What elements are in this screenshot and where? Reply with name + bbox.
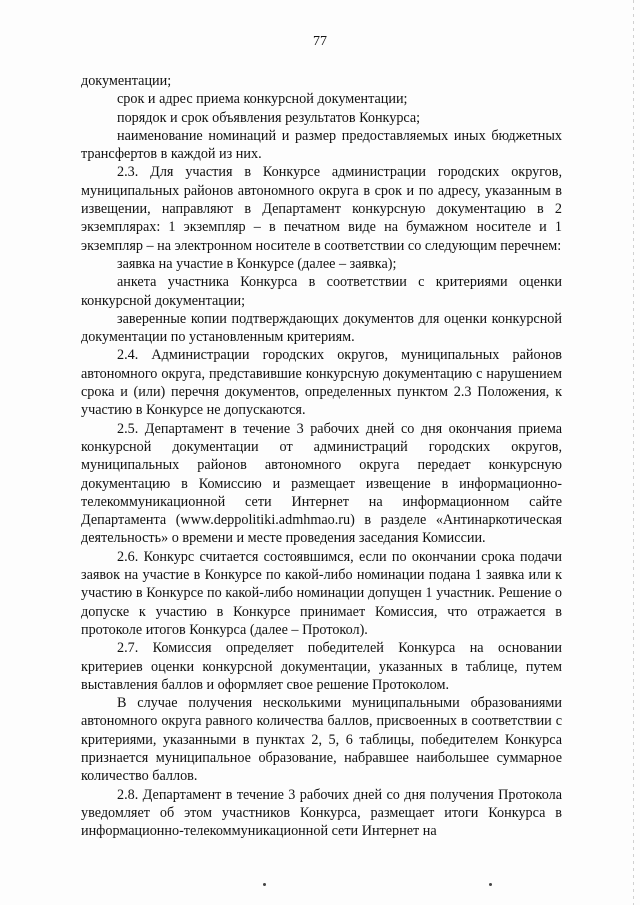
scan-speck: [263, 883, 266, 886]
paragraph: 2.8. Департамент в течение 3 рабочих дней со дня получения Протокола уведомляет об этом участников Конкурса, размещает итоги Конкурса в информационно-телекоммуникационной сети Интернет на: [81, 786, 562, 840]
paragraph: В случае получения несколькими муниципальными образованиями автономного округа равного количества баллов, присвоенных в соответствии с критериями, указанными в пунктах 2, 5, 6 таблицы, победителем Конкурса признается муниципальное образование, набравшее наибольшее суммарное количество баллов.: [81, 695, 562, 785]
paragraph: 2.7. Комиссия определяет победителей Конкурса на основании критериев оценки конкурсной документации, указанных в таблице, путем выставления баллов и оформляет свое решение Протоколом.: [81, 640, 562, 693]
paragraph: 2.6. Конкурс считается состоявшимся, если по окончании срока подачи заявок на участие в Конкурсе по какой-либо номинации подана 1 заявка или к участию в Конкурсе по какой-либо номинации допущен 1 участник. Решение о допуске к участию в Конкурсе принимает Комиссия, что отражается в протоколе итогов Конкурса (далее – Протокол).: [81, 548, 562, 638]
page-number: 77: [313, 34, 327, 49]
scan-speck: [489, 883, 492, 886]
paragraph: наименование номинаций и размер предоставляемых иных бюджетных трансфертов в каждой из них.: [81, 127, 562, 163]
paragraph: анкета участника Конкурса в соответствии с критериями оценки конкурсной документации;: [81, 274, 562, 309]
paragraph: порядок и срок объявления результатов Конкурса;: [117, 109, 421, 126]
paragraph: документации;: [81, 73, 172, 89]
paragraph: срок и адрес приема конкурсной документации;: [117, 91, 408, 108]
paragraph: заверенные копии подтверждающих документов для оценки конкурсной документации по установленным критериям.: [81, 310, 562, 346]
document-body: [81, 72, 562, 840]
paragraph: заявка на участие в Конкурсе (далее – заявка);: [117, 255, 397, 272]
page-edge-line: [633, 0, 634, 905]
paragraph: 2.3. Для участия в Конкурсе администрации городских округов, муниципальных районов автономного округа в срок и по адресу, указанным в извещении, направляют в Департамент конкурсную документацию в 2 экземплярах: 1 экземпляр – в печатном виде на бумажном носителе и 1 экземпляр – на электронном носителе в соответствии со следующим перечнем:: [81, 164, 562, 254]
paragraph: 2.4. Администрации городских округов, муниципальных районов автономного округа, представившие конкурсную документацию с нарушением срока и (или) перечня документов, определенных пунктом 2.3 Положения, к участию в Конкурсе не допускаются.: [81, 347, 562, 419]
paragraph: 2.5. Департамент в течение 3 рабочих дней со дня окончания приема конкурсной документации от администраций городских округов, муниципальных районов автономного округа передает конкурсную документацию в Комиссию и размещает извещение в информационно-телекоммуникационной сети Интернет на информационном сайте Департамента (www.deppolitiki.admhmao.ru) в разделе «Антинаркотическая деятельность» о времени и месте проведения заседания Комиссии.: [81, 420, 562, 547]
